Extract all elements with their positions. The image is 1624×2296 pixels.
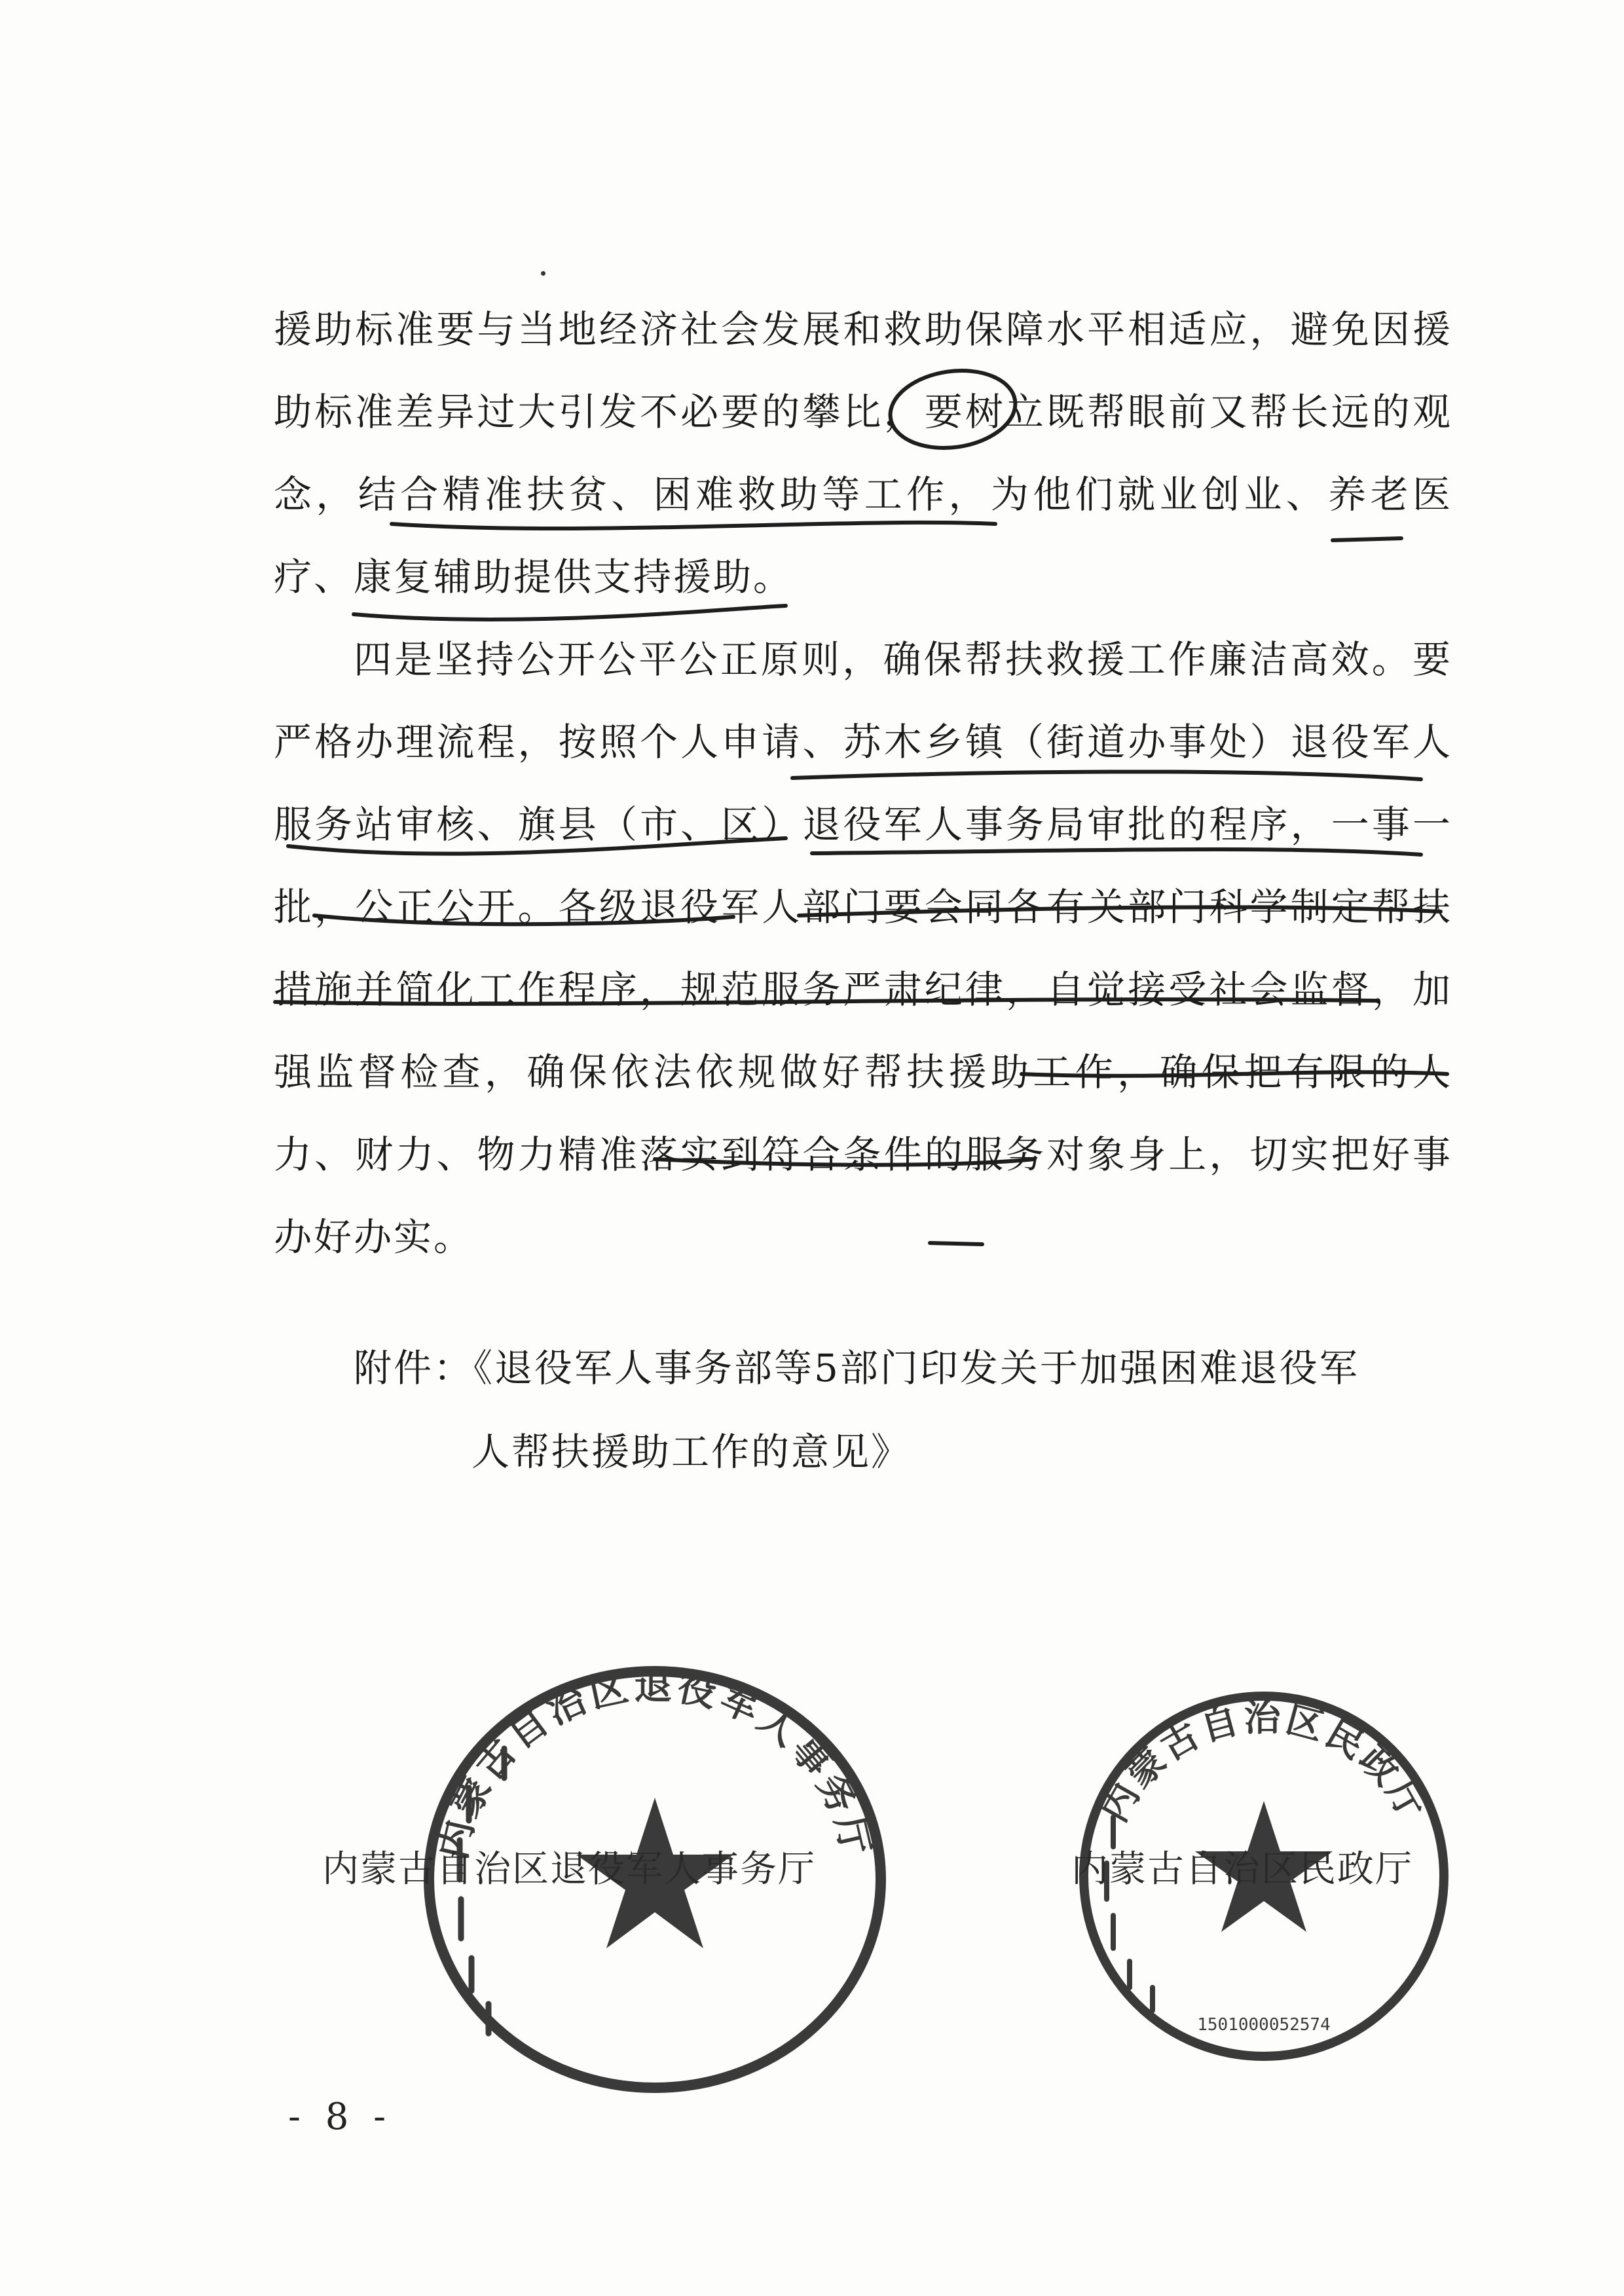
scan-speck xyxy=(541,271,545,276)
svg-text:内蒙古自治区退役军人事务厅: 内蒙古自治区退役军人事务厅 xyxy=(430,1663,880,1863)
attachment-note xyxy=(354,1326,1467,1494)
attachment-line-1: 附件：《退役军人事务部等5部门印发关于加强困难退役军 xyxy=(354,1346,1359,1390)
attachment-line-2: 人帮扶援助工作的意见》 xyxy=(471,1430,912,1474)
svg-text:1501000052574: 1501000052574 xyxy=(1197,2015,1331,2035)
signature-right: 内蒙古自治区民政厅 xyxy=(1071,1848,1413,1891)
svg-text:内蒙古自治区民政厅: 内蒙古自治区民政厅 xyxy=(1093,1697,1435,1830)
paragraph-continuation: 援助标准要与当地经济社会发展和救助保障水平相适应，避免因援助标准差异过大引发不必要的攀比，要树立既帮眼前又帮长远的观念，结合精准扶贫、困难救助等工作，为他们就业创业、养老医疗、康复辅助提供支持援助。 xyxy=(274,307,1452,599)
document-body xyxy=(274,288,1452,1278)
paragraph-four: 四是坚持公开公平公正原则，确保帮扶救援工作廉洁高效。要严格办理流程，按照个人申请、苏木乡镇（街道办事处）退役军人服务站审核、旗县（市、区）退役军人事务局审批的程序，一事一批，公正公开。各级退役军人部门要会同各有关部门科学制定帮扶措施并简化工作程序，规范服务严肃纪律，自觉接受社会监督，加强监督检查，确保依法依规做好帮扶援助工作，确保把有限的人力、财力、物力精准落实到符合条件的服务对象身上，切实把好事办好办实。 xyxy=(274,637,1452,1259)
page-number: - 8 - xyxy=(288,2096,393,2138)
signature-left: 内蒙古自治区退役军人事务厅 xyxy=(322,1848,816,1891)
